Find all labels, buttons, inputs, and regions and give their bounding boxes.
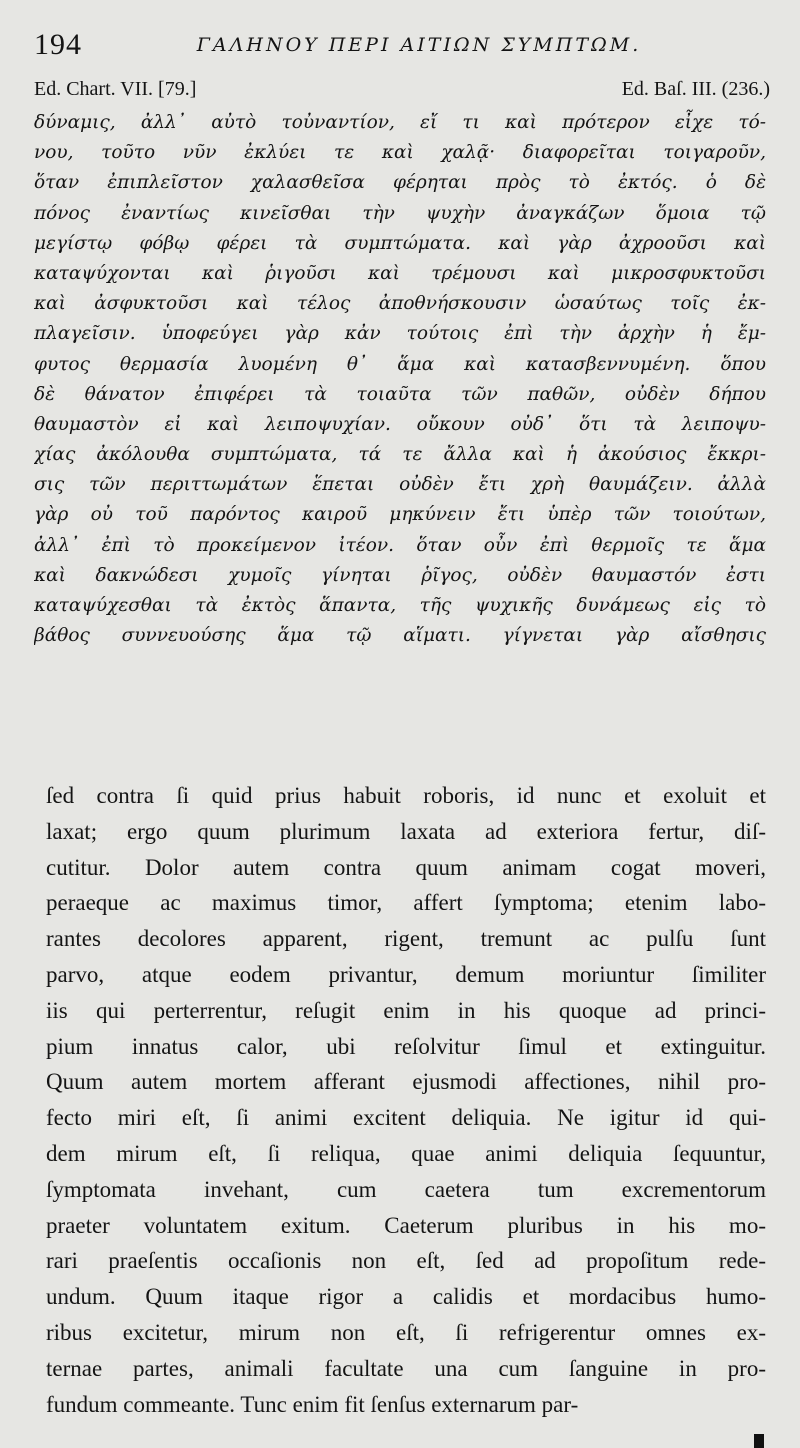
latin-line: iis qui perterrentur, reſugit enim in his quoque ad princi- [46, 997, 766, 1023]
latin-line: undum. Quum itaque rigor a calidis et mordacibus humo- [46, 1284, 766, 1310]
greek-line: βάθος συννευούσης ἅμα τῷ αἵματι. γίγνεται γὰρ αἴσθησις [34, 625, 766, 647]
greek-line: πόνος ἐναντίως κινεῖσθαι τὴν ψυχὴν ἀναγκάζων ὅμοια τῷ [34, 202, 766, 224]
greek-line: πλαγεῖσιν. ὑποφεύγει γὰρ κἀν τούτοις ἐπὶ τὴν ἀρχὴν ἡ ἔμ- [34, 323, 766, 345]
latin-line: praeter voluntatem exitum. Caeterum pluribus in his mo- [46, 1212, 766, 1238]
latin-line: ſymptomata invehant, cum caetera tum excrementorum [46, 1176, 766, 1202]
latin-line: fecto miri eſt, ſi animi excitent deliquia. Ne igitur id qui- [46, 1105, 766, 1131]
greek-line: ὅταν ἐπιπλεῖστον χαλασθεῖσα φέρηται πρὸς τὸ ἐκτός. ὁ δὲ [34, 172, 766, 194]
latin-line: Quum autem mortem afferant ejusmodi affectiones, nihil pro- [46, 1069, 766, 1095]
latin-line: cutitur. Dolor autem contra quum animam cogat moveri, [46, 854, 766, 880]
latin-text-block [46, 778, 766, 1422]
latin-line: rantes decolores apparent, rigent, tremunt ac pulſu ſunt [46, 926, 766, 952]
latin-line: ribus excitetur, mirum non eſt, ſi refrigerentur omnes ex- [46, 1319, 766, 1345]
greek-line: χίας ἀκόλουθα συμπτώματα, τά τε ἄλλα καὶ ἡ ἀκούσιος ἔκκρι- [34, 444, 766, 466]
latin-line: ſed contra ſi quid prius habuit roboris, id nunc et exoluit et [46, 783, 766, 808]
greek-line: σις τῶν περιττωμάτων ἕπεται οὐδὲν ἔτι χρὴ θαυμάζειν. ἀλλὰ [34, 474, 766, 496]
page-header [28, 28, 770, 68]
greek-line: γὰρ οὐ τοῦ παρόντος καιροῦ μηκύνειν ἔτι ὑπὲρ τῶν τοιούτων, [34, 504, 766, 526]
latin-line: parvo, atque eodem privantur, demum moriuntur ſimiliter [46, 961, 766, 987]
greek-text-block [34, 108, 766, 651]
greek-line: νου, τοῦτο νῦν ἐκλύει τε καὶ χαλᾷ· διαφορεῖται τοιγαροῦν, [34, 142, 766, 164]
greek-line: καὶ ἀσφυκτοῦσι καὶ τέλος ἀποθνήσκουσιν ὡσαύτως τοῖς ἐκ- [34, 293, 766, 315]
edition-right: Ed. Baſ. III. (236.) [621, 78, 770, 100]
edition-left: Ed. Chart. VII. [79.] [34, 78, 197, 100]
latin-line: laxat; ergo quum plurimum laxata ad exteriora fertur, diſ- [46, 818, 766, 844]
latin-line: fundum commeante. Tunc enim fit ſenſus externarum par- [46, 1391, 579, 1417]
greek-line: ἀλλ᾽ ἐπὶ τὸ προκείμενον ἰτέον. ὅταν οὖν ἐπὶ θερμοῖς τε ἅμα [34, 534, 766, 556]
edition-references [34, 78, 770, 106]
greek-line: δύναμις, ἀλλ᾽ αὐτὸ τοὐναντίον, εἴ τι καὶ πρότερον εἶχε τό- [34, 112, 766, 133]
latin-line: ternae partes, animali facultate una cum ſanguine in pro- [46, 1355, 766, 1381]
ink-speck [754, 1434, 764, 1448]
greek-line: καὶ δακνώδεσι χυμοῖς γίνηται ῥῖγος, οὐδὲν θαυμαστόν ἐστι [34, 564, 766, 586]
greek-line: φυτος θερμασία λυομένη θ᾽ ἅμα καὶ κατασβεννυμένη. ὅπου [34, 353, 766, 375]
latin-line: dem mirum eſt, ſi reliqua, quae animi deliquia ſequuntur, [46, 1140, 766, 1166]
latin-line: peraeque ac maximus timor, affert ſymptoma; etenim labo- [46, 890, 766, 916]
greek-line: δὲ θάνατον ἐπιφέρει τὰ τοιαῦτα τῶν παθῶν, οὐδὲν δήπου [34, 383, 766, 405]
greek-line: μεγίστῳ φόβῳ φέρει τὰ συμπτώματα. καὶ γὰρ ἀχροοῦσι καὶ [34, 232, 766, 254]
latin-line: pium innatus calor, ubi reſolvitur ſimul et extinguitur. [46, 1033, 766, 1059]
greek-line: θαυμαστὸν εἰ καὶ λειποψυχίαν. οὔκουν οὐδ᾽ ὅτι τὰ λειποψυ- [34, 413, 766, 435]
greek-line: καταψύχονται καὶ ῥιγοῦσι καὶ τρέμουσι καὶ μικροσφυκτοῦσι [34, 262, 766, 284]
running-title: ΓΑΛΗΝΟΥ ΠΕΡΙ ΑΙΤΙΩΝ ΣΥΜΠΤΩΜ. [196, 34, 642, 56]
greek-line: καταψύχεσθαι τὰ ἐκτὸς ἅπαντα, τῆς ψυχικῆς δυνάμεως εἰς τὸ [34, 595, 766, 616]
latin-line: rari praeſentis occaſionis non eſt, ſed ad propoſitum rede- [46, 1248, 766, 1274]
page-number: 194 [34, 28, 82, 61]
